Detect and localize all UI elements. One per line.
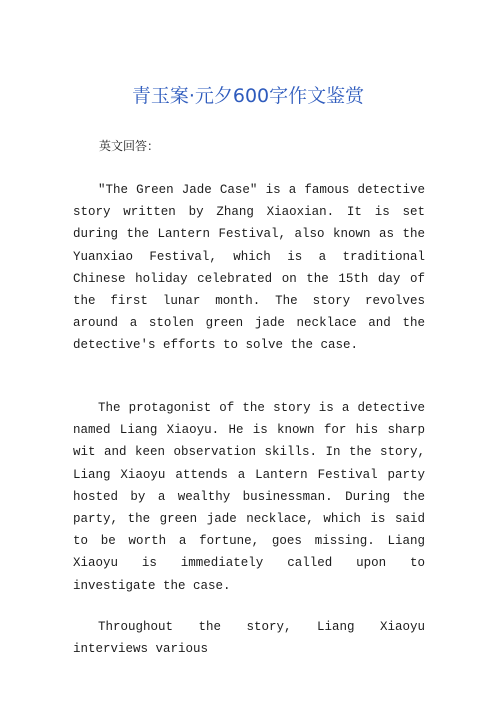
paragraph-3: Throughout the story, Liang Xiaoyu interviews various <box>73 620 425 657</box>
paragraph-1: "The Green Jade Case" is a famous detective story written by Zhang Xiaoxian. It is set during the Lantern Festival, also known as the Yuanxiao Festival, which is a traditional Chinese holiday celebrated on the 15th day of the first lunar month. The story revolves around a stolen green jade necklace and the detective's efforts to solve the case. <box>73 183 425 353</box>
document-title: 青玉案·元夕600字作文鉴赏 <box>131 85 365 107</box>
section-subheading: 英文回答： <box>99 139 160 153</box>
paragraph-2: The protagonist of the story is a detective named Liang Xiaoyu. He is known for his sharp wit and keen observation skills. In the story, Liang Xiaoyu attends a Lantern Festival party hosted by a wealthy businessman. During the party, the green jade necklace, which is said to be worth a fortune, goes missing. Liang Xiaoyu is immediately called upon to investigate the case. <box>73 401 425 593</box>
